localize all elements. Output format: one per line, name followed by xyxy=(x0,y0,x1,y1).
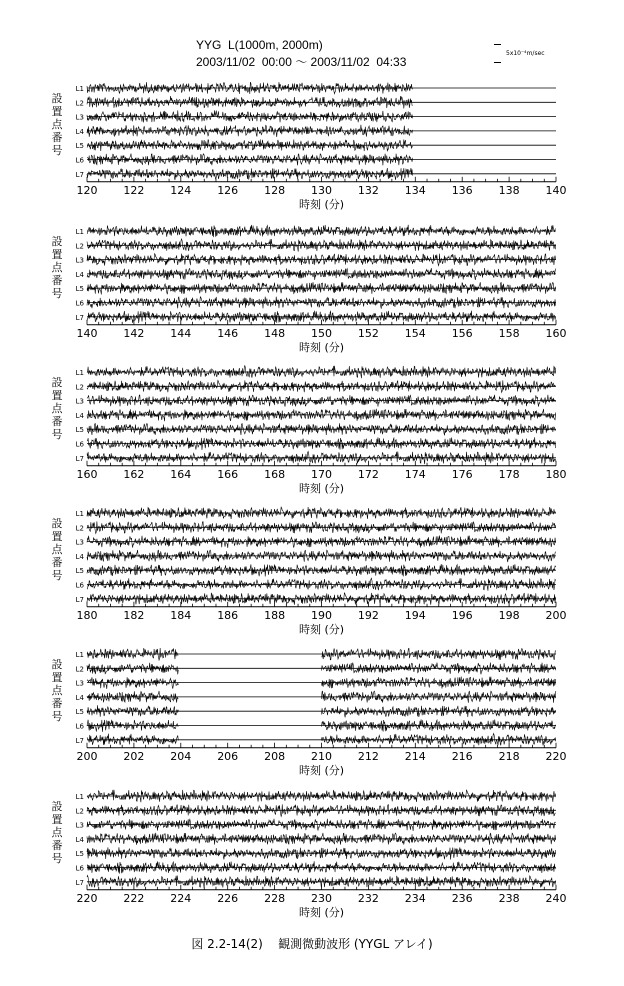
x-tick-label: 130 xyxy=(311,183,332,197)
waveform-panel xyxy=(52,82,567,211)
trace-label: L6 xyxy=(75,864,84,873)
x-tick-label: 142 xyxy=(123,326,145,340)
trace-waveform xyxy=(87,677,178,689)
trace-label: L5 xyxy=(75,708,84,717)
x-tick-label: 190 xyxy=(311,608,332,622)
x-tick-label: 134 xyxy=(404,183,426,197)
trace-label: L3 xyxy=(75,397,84,406)
amplitude-scale-label: 5x10⁻⁴m/sec xyxy=(506,50,545,57)
y-axis-label-char: 設 xyxy=(51,800,63,813)
y-axis-label-char: 号 xyxy=(51,428,63,441)
x-tick-label: 164 xyxy=(170,467,192,481)
y-axis-label-char: 点 xyxy=(51,684,63,697)
waveform-panel xyxy=(52,790,567,919)
trace-label: L2 xyxy=(75,99,84,108)
trace-label: L1 xyxy=(75,85,84,93)
chart-time-range: 2003/11/02 00:00 ～ 2003/11/02 04:33 xyxy=(196,55,407,69)
x-tick-label: 156 xyxy=(451,326,473,340)
trace-label: L1 xyxy=(75,510,84,518)
x-axis-label: 時刻 (分) xyxy=(298,481,345,495)
x-tick-label: 228 xyxy=(264,891,286,905)
x-tick-label: 182 xyxy=(123,608,145,622)
y-axis-label-char: 番 xyxy=(51,274,63,287)
x-tick-label: 126 xyxy=(217,183,239,197)
x-tick-label: 230 xyxy=(311,891,332,905)
trace-label: L5 xyxy=(75,285,84,294)
x-axis-label: 時刻 (分) xyxy=(298,197,345,211)
trace-waveform xyxy=(87,96,413,108)
trace-waveform xyxy=(87,82,413,94)
figure-caption xyxy=(0,935,624,952)
x-tick-label: 152 xyxy=(357,326,379,340)
trace-label: L5 xyxy=(75,567,84,576)
x-tick-label: 220 xyxy=(76,891,98,905)
x-tick-label: 154 xyxy=(404,326,426,340)
trace-waveform xyxy=(87,254,556,266)
x-tick-label: 162 xyxy=(123,467,145,481)
trace-label: L2 xyxy=(75,665,84,674)
y-axis-label-char: 設 xyxy=(51,658,63,671)
trace-label: L6 xyxy=(75,156,84,165)
x-tick-label: 202 xyxy=(123,749,145,763)
y-axis-label-char: 点 xyxy=(51,118,63,131)
x-tick-label: 166 xyxy=(217,467,239,481)
waveform-panel xyxy=(52,507,567,636)
y-axis-label-char: 置 xyxy=(51,813,63,826)
trace-label: L7 xyxy=(75,878,84,887)
y-axis-label-char: 番 xyxy=(51,415,63,428)
y-axis-label-char: 設 xyxy=(51,235,63,248)
trace-label: L4 xyxy=(75,835,84,844)
trace-waveform xyxy=(87,282,556,294)
y-axis-label-char: 置 xyxy=(51,248,63,261)
trace-label: L6 xyxy=(75,722,84,731)
x-tick-label: 204 xyxy=(170,749,192,763)
trace-waveform xyxy=(87,578,556,591)
trace-label: L1 xyxy=(75,228,84,236)
x-tick-label: 128 xyxy=(264,183,286,197)
x-axis-label: 時刻 (分) xyxy=(298,622,345,636)
trace-label: L3 xyxy=(75,113,84,122)
trace-label: L5 xyxy=(75,426,84,435)
y-axis-label-char: 点 xyxy=(51,402,63,415)
x-tick-label: 136 xyxy=(451,183,473,197)
x-tick-label: 168 xyxy=(264,467,286,481)
x-tick-label: 234 xyxy=(404,891,426,905)
trace-label: L2 xyxy=(75,383,84,392)
x-tick-label: 124 xyxy=(170,183,192,197)
x-tick-label: 172 xyxy=(357,467,379,481)
trace-label: L3 xyxy=(75,256,84,265)
trace-waveform xyxy=(87,380,556,392)
x-tick-label: 192 xyxy=(357,608,379,622)
x-tick-label: 144 xyxy=(170,326,192,340)
x-tick-label: 148 xyxy=(264,326,286,340)
x-tick-label: 160 xyxy=(545,326,567,340)
y-axis-label-char: 号 xyxy=(51,710,63,723)
x-tick-label: 194 xyxy=(404,608,426,622)
x-axis-label: 時刻 (分) xyxy=(298,763,345,777)
x-tick-label: 216 xyxy=(451,749,473,763)
x-tick-label: 218 xyxy=(498,749,520,763)
x-tick-label: 160 xyxy=(76,467,98,481)
x-tick-label: 208 xyxy=(264,749,286,763)
trace-label: L6 xyxy=(75,440,84,449)
y-axis-label-char: 点 xyxy=(51,543,63,556)
x-tick-label: 200 xyxy=(545,608,567,622)
trace-label: L1 xyxy=(75,369,84,377)
x-tick-label: 146 xyxy=(217,326,239,340)
y-axis-label-char: 番 xyxy=(51,131,63,144)
x-tick-label: 174 xyxy=(404,467,426,481)
y-axis-label-char: 号 xyxy=(51,144,63,157)
x-tick-label: 158 xyxy=(498,326,520,340)
x-tick-label: 132 xyxy=(357,183,379,197)
x-tick-label: 188 xyxy=(264,608,286,622)
trace-label: L3 xyxy=(75,679,84,688)
y-axis-label-char: 置 xyxy=(51,671,63,684)
y-axis-label-char: 号 xyxy=(51,852,63,865)
x-tick-label: 140 xyxy=(76,326,98,340)
trace-label: L4 xyxy=(75,552,84,561)
waveform-panel xyxy=(52,366,567,495)
x-tick-label: 210 xyxy=(311,749,332,763)
x-tick-label: 224 xyxy=(170,891,192,905)
x-tick-label: 212 xyxy=(357,749,379,763)
y-axis-label-char: 点 xyxy=(51,826,63,839)
x-tick-label: 206 xyxy=(217,749,239,763)
x-tick-label: 180 xyxy=(545,467,567,481)
x-tick-label: 176 xyxy=(451,467,473,481)
y-axis-label-char: 番 xyxy=(51,556,63,569)
chart-title: YYG L(1000m, 2000m) xyxy=(196,38,323,52)
trace-label: L2 xyxy=(75,807,84,816)
y-axis-label-char: 号 xyxy=(51,569,63,582)
y-axis-label-char: 番 xyxy=(51,697,63,710)
y-axis-label-char: 設 xyxy=(51,517,63,530)
x-tick-label: 226 xyxy=(217,891,239,905)
x-axis-label: 時刻 (分) xyxy=(298,905,345,919)
x-tick-label: 236 xyxy=(451,891,473,905)
x-tick-label: 196 xyxy=(451,608,473,622)
waveform-panel xyxy=(52,225,567,354)
trace-label: L6 xyxy=(75,581,84,590)
trace-label: L4 xyxy=(75,127,84,136)
trace-label: L3 xyxy=(75,821,84,830)
y-axis-label-char: 置 xyxy=(51,530,63,543)
trace-label: L3 xyxy=(75,538,84,547)
x-axis-label: 時刻 (分) xyxy=(298,340,345,354)
x-tick-label: 184 xyxy=(170,608,192,622)
trace-label: L7 xyxy=(75,454,84,463)
y-axis-label-char: 設 xyxy=(51,92,63,105)
x-tick-label: 170 xyxy=(311,467,332,481)
x-tick-label: 222 xyxy=(123,891,145,905)
x-tick-label: 178 xyxy=(498,467,520,481)
figure-caption-text: 観測微動波形 (YYGL アレイ) xyxy=(278,937,433,951)
trace-label: L1 xyxy=(75,793,84,801)
trace-label: L7 xyxy=(75,736,84,745)
y-axis-label-char: 点 xyxy=(51,261,63,274)
trace-waveform xyxy=(322,706,556,718)
waveform-panel xyxy=(52,648,567,777)
x-tick-label: 120 xyxy=(76,183,98,197)
y-axis-label-char: 置 xyxy=(51,105,63,118)
trace-label: L4 xyxy=(75,270,84,279)
trace-label: L4 xyxy=(75,411,84,420)
x-tick-label: 238 xyxy=(498,891,520,905)
x-tick-label: 138 xyxy=(498,183,520,197)
x-tick-label: 220 xyxy=(545,749,567,763)
trace-label: L1 xyxy=(75,651,84,659)
x-tick-label: 150 xyxy=(311,326,332,340)
trace-label: L7 xyxy=(75,170,84,179)
y-axis-label-char: 設 xyxy=(51,376,63,389)
trace-label: L6 xyxy=(75,299,84,308)
trace-label: L7 xyxy=(75,595,84,604)
trace-label: L7 xyxy=(75,313,84,322)
x-tick-label: 122 xyxy=(123,183,145,197)
trace-label: L5 xyxy=(75,142,84,151)
figure-number: 図 2.2-14(2) xyxy=(191,937,263,951)
x-tick-label: 186 xyxy=(217,608,239,622)
x-tick-label: 140 xyxy=(545,183,567,197)
x-tick-label: 240 xyxy=(545,891,567,905)
x-tick-label: 200 xyxy=(76,749,98,763)
y-axis-label-char: 番 xyxy=(51,839,63,852)
x-tick-label: 214 xyxy=(404,749,426,763)
trace-label: L2 xyxy=(75,524,84,533)
trace-waveform xyxy=(87,734,178,745)
x-tick-label: 198 xyxy=(498,608,520,622)
x-tick-label: 232 xyxy=(357,891,379,905)
trace-label: L2 xyxy=(75,242,84,251)
trace-label: L5 xyxy=(75,850,84,859)
y-axis-label-char: 置 xyxy=(51,389,63,402)
trace-label: L4 xyxy=(75,693,84,702)
x-tick-label: 180 xyxy=(76,608,98,622)
y-axis-label-char: 号 xyxy=(51,287,63,300)
